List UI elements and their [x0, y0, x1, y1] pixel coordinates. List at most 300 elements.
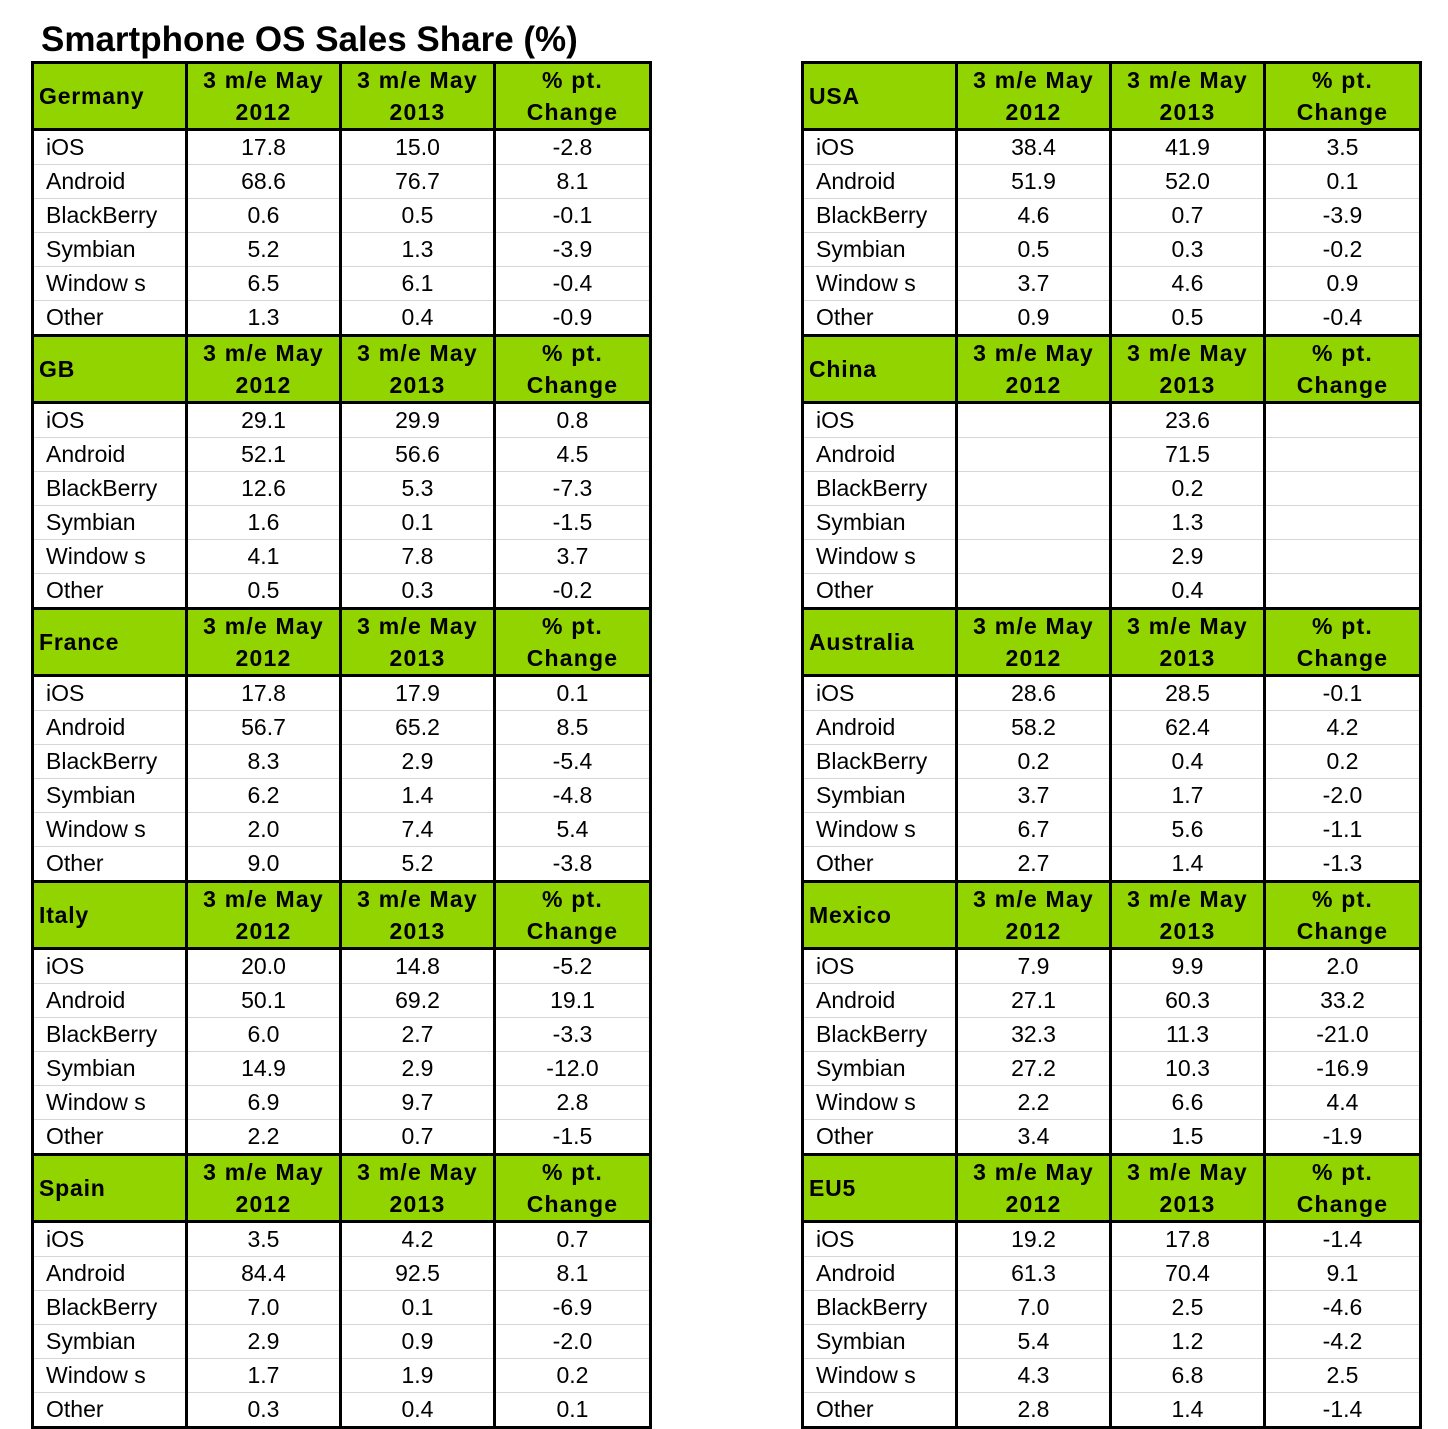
- os-name-cell: Symbian: [803, 1325, 957, 1359]
- change-cell: 4.4: [1265, 1086, 1421, 1120]
- value-2012-cell: 51.9: [957, 165, 1111, 199]
- col-header-2012: [187, 336, 341, 403]
- col-header-2013: [1111, 882, 1265, 949]
- table-row: [803, 1086, 1421, 1120]
- change-cell: -1.9: [1265, 1120, 1421, 1155]
- table-row: [803, 949, 1421, 984]
- value-2013-cell: 0.3: [1111, 233, 1265, 267]
- value-2012-cell: 12.6: [187, 472, 341, 506]
- value-2012-cell: 1.6: [187, 506, 341, 540]
- table-row: [33, 1325, 651, 1359]
- os-name-cell: Android: [33, 1257, 187, 1291]
- col-header-2012-line-2: 2012: [1005, 99, 1062, 125]
- change-cell: 2.5: [1265, 1359, 1421, 1393]
- value-2013-cell: 5.2: [341, 847, 495, 882]
- right-sales-table: [801, 61, 1422, 1429]
- col-header-2012-line-2: 2012: [235, 918, 292, 944]
- col-header-2012: [957, 1155, 1111, 1222]
- col-header-2012: [957, 609, 1111, 676]
- col-header-2012-line-2: 2012: [1005, 918, 1062, 944]
- change-cell: 0.1: [1265, 165, 1421, 199]
- value-2013-cell: 17.9: [341, 676, 495, 711]
- col-header-2012-line-1: 3 m/e May: [203, 340, 324, 366]
- col-header-2013: [1111, 63, 1265, 130]
- os-name-cell: Android: [33, 984, 187, 1018]
- table-row: [33, 267, 651, 301]
- col-header-2012-line-2: 2012: [235, 372, 292, 398]
- value-2013-cell: 23.6: [1111, 403, 1265, 438]
- header-row-france: [33, 609, 651, 676]
- os-name-cell: Android: [33, 165, 187, 199]
- value-2013-cell: 28.5: [1111, 676, 1265, 711]
- change-cell: 0.1: [495, 676, 651, 711]
- col-header-change-line-1: % pt.: [542, 886, 603, 912]
- os-name-cell: Symbian: [33, 1325, 187, 1359]
- value-2013-cell: 60.3: [1111, 984, 1265, 1018]
- country-name-australia: Australia: [803, 609, 957, 676]
- value-2012-cell: 56.7: [187, 711, 341, 745]
- col-header-2013-line-1: 3 m/e May: [357, 613, 478, 639]
- col-header-2012: [957, 882, 1111, 949]
- value-2012-cell: 84.4: [187, 1257, 341, 1291]
- table-row: [33, 438, 651, 472]
- value-2013-cell: 6.8: [1111, 1359, 1265, 1393]
- os-name-cell: Symbian: [803, 506, 957, 540]
- os-name-cell: Window s: [803, 540, 957, 574]
- change-cell: -5.4: [495, 745, 651, 779]
- value-2013-cell: 29.9: [341, 403, 495, 438]
- col-header-change-line-1: % pt.: [542, 340, 603, 366]
- change-cell: -1.1: [1265, 813, 1421, 847]
- change-cell: 8.1: [495, 165, 651, 199]
- col-header-2012-line-1: 3 m/e May: [203, 67, 324, 93]
- os-name-cell: Other: [803, 847, 957, 882]
- value-2013-cell: 1.4: [1111, 847, 1265, 882]
- value-2013-cell: 9.9: [1111, 949, 1265, 984]
- col-header-2012-line-1: 3 m/e May: [973, 340, 1094, 366]
- value-2013-cell: 92.5: [341, 1257, 495, 1291]
- os-name-cell: BlackBerry: [803, 1291, 957, 1325]
- value-2012-cell: 0.5: [187, 574, 341, 609]
- change-cell: 4.2: [1265, 711, 1421, 745]
- change-cell: -0.1: [1265, 676, 1421, 711]
- table-row: [803, 130, 1421, 165]
- country-name-usa: USA: [803, 63, 957, 130]
- value-2013-cell: 2.7: [341, 1018, 495, 1052]
- table-row: [33, 130, 651, 165]
- change-cell: -6.9: [495, 1291, 651, 1325]
- value-2013-cell: 62.4: [1111, 711, 1265, 745]
- value-2012-cell: 0.9: [957, 301, 1111, 336]
- col-header-2013: [341, 63, 495, 130]
- table-row: [33, 1393, 651, 1428]
- col-header-change-line-1: % pt.: [542, 1159, 603, 1185]
- table-row: [33, 1052, 651, 1086]
- os-name-cell: BlackBerry: [33, 745, 187, 779]
- table-row: [803, 540, 1421, 574]
- value-2012-cell: 2.2: [957, 1086, 1111, 1120]
- col-header-2012-line-1: 3 m/e May: [203, 886, 324, 912]
- col-header-2013: [341, 609, 495, 676]
- os-name-cell: Symbian: [803, 779, 957, 813]
- table-row: [33, 711, 651, 745]
- table-row: [803, 847, 1421, 882]
- col-header-change-line-1: % pt.: [1312, 886, 1373, 912]
- header-row-china: [803, 336, 1421, 403]
- change-cell: -4.8: [495, 779, 651, 813]
- value-2012-cell: 61.3: [957, 1257, 1111, 1291]
- table-row: [33, 779, 651, 813]
- col-header-change-line-1: % pt.: [542, 67, 603, 93]
- change-cell: [1265, 540, 1421, 574]
- country-name-china: China: [803, 336, 957, 403]
- col-header-2012-line-1: 3 m/e May: [973, 67, 1094, 93]
- value-2012-cell: [957, 540, 1111, 574]
- header-row-spain: [33, 1155, 651, 1222]
- value-2013-cell: 0.5: [1111, 301, 1265, 336]
- value-2013-cell: 70.4: [1111, 1257, 1265, 1291]
- col-header-change-line-1: % pt.: [542, 613, 603, 639]
- os-name-cell: Window s: [33, 540, 187, 574]
- value-2013-cell: 1.3: [1111, 506, 1265, 540]
- col-header-change: [495, 882, 651, 949]
- change-cell: 0.8: [495, 403, 651, 438]
- change-cell: -5.2: [495, 949, 651, 984]
- value-2013-cell: 56.6: [341, 438, 495, 472]
- value-2013-cell: 1.3: [341, 233, 495, 267]
- os-name-cell: Android: [33, 711, 187, 745]
- table-row: [33, 1291, 651, 1325]
- table-row: [33, 165, 651, 199]
- col-header-2013-line-2: 2013: [389, 918, 446, 944]
- col-header-change-line-1: % pt.: [1312, 340, 1373, 366]
- value-2012-cell: 6.7: [957, 813, 1111, 847]
- col-header-change-line-2: Change: [1296, 99, 1389, 125]
- os-name-cell: Other: [33, 1393, 187, 1428]
- col-header-2012-line-1: 3 m/e May: [203, 613, 324, 639]
- value-2012-cell: 2.0: [187, 813, 341, 847]
- change-cell: -0.4: [495, 267, 651, 301]
- os-name-cell: Window s: [803, 1359, 957, 1393]
- change-cell: -3.3: [495, 1018, 651, 1052]
- change-cell: -0.9: [495, 301, 651, 336]
- value-2012-cell: 19.2: [957, 1222, 1111, 1257]
- change-cell: -0.1: [495, 199, 651, 233]
- value-2012-cell: 8.3: [187, 745, 341, 779]
- value-2013-cell: 65.2: [341, 711, 495, 745]
- value-2013-cell: 0.7: [341, 1120, 495, 1155]
- col-header-change: [495, 1155, 651, 1222]
- col-header-change-line-2: Change: [1296, 372, 1389, 398]
- change-cell: [1265, 506, 1421, 540]
- change-cell: [1265, 574, 1421, 609]
- os-name-cell: BlackBerry: [33, 1291, 187, 1325]
- country-name-germany: Germany: [33, 63, 187, 130]
- value-2012-cell: 2.2: [187, 1120, 341, 1155]
- os-name-cell: iOS: [803, 130, 957, 165]
- change-cell: -0.2: [495, 574, 651, 609]
- value-2012-cell: [957, 403, 1111, 438]
- table-row: [803, 472, 1421, 506]
- os-name-cell: Other: [33, 574, 187, 609]
- header-row-gb: [33, 336, 651, 403]
- country-name-eu5: EU5: [803, 1155, 957, 1222]
- value-2013-cell: 1.5: [1111, 1120, 1265, 1155]
- value-2013-cell: 15.0: [341, 130, 495, 165]
- header-row-australia: [803, 609, 1421, 676]
- col-header-2013-line-2: 2013: [389, 1191, 446, 1217]
- table-row: [33, 676, 651, 711]
- value-2012-cell: 14.9: [187, 1052, 341, 1086]
- change-cell: [1265, 403, 1421, 438]
- col-header-2012: [957, 63, 1111, 130]
- col-header-change-line-2: Change: [526, 99, 619, 125]
- value-2013-cell: 7.8: [341, 540, 495, 574]
- page-title: Smartphone OS Sales Share (%): [41, 20, 578, 59]
- table-row: [803, 984, 1421, 1018]
- col-header-change: [1265, 882, 1421, 949]
- col-header-2013-line-1: 3 m/e May: [1127, 340, 1248, 366]
- os-name-cell: Other: [33, 847, 187, 882]
- value-2013-cell: 0.5: [341, 199, 495, 233]
- value-2012-cell: 6.9: [187, 1086, 341, 1120]
- col-header-2012-line-2: 2012: [235, 99, 292, 125]
- value-2013-cell: 0.7: [1111, 199, 1265, 233]
- col-header-2013-line-1: 3 m/e May: [1127, 886, 1248, 912]
- col-header-2013-line-1: 3 m/e May: [357, 67, 478, 93]
- os-name-cell: Android: [803, 711, 957, 745]
- value-2013-cell: 1.2: [1111, 1325, 1265, 1359]
- os-name-cell: iOS: [33, 676, 187, 711]
- col-header-change: [1265, 336, 1421, 403]
- table-row: [803, 1018, 1421, 1052]
- table-row: [803, 813, 1421, 847]
- os-name-cell: Other: [803, 1393, 957, 1428]
- col-header-2012-line-2: 2012: [1005, 1191, 1062, 1217]
- change-cell: 0.2: [495, 1359, 651, 1393]
- value-2013-cell: 0.2: [1111, 472, 1265, 506]
- value-2013-cell: 1.4: [1111, 1393, 1265, 1428]
- table-row: [803, 711, 1421, 745]
- right-column: [801, 61, 1422, 1429]
- table-row: [33, 1086, 651, 1120]
- os-name-cell: Symbian: [33, 779, 187, 813]
- value-2012-cell: 29.1: [187, 403, 341, 438]
- col-header-2013-line-1: 3 m/e May: [357, 1159, 478, 1185]
- col-header-change: [1265, 1155, 1421, 1222]
- country-name-italy: Italy: [33, 882, 187, 949]
- table-row: [803, 199, 1421, 233]
- value-2013-cell: 41.9: [1111, 130, 1265, 165]
- value-2012-cell: 4.1: [187, 540, 341, 574]
- os-name-cell: Other: [33, 1120, 187, 1155]
- change-cell: 2.8: [495, 1086, 651, 1120]
- change-cell: -0.4: [1265, 301, 1421, 336]
- col-header-change-line-2: Change: [1296, 645, 1389, 671]
- table-row: [803, 779, 1421, 813]
- value-2013-cell: 0.4: [1111, 745, 1265, 779]
- os-name-cell: Symbian: [33, 506, 187, 540]
- col-header-2012-line-2: 2012: [235, 1191, 292, 1217]
- change-cell: -16.9: [1265, 1052, 1421, 1086]
- col-header-change: [495, 609, 651, 676]
- country-name-gb: GB: [33, 336, 187, 403]
- os-name-cell: Window s: [803, 813, 957, 847]
- value-2012-cell: 2.7: [957, 847, 1111, 882]
- value-2013-cell: 7.4: [341, 813, 495, 847]
- change-cell: 0.7: [495, 1222, 651, 1257]
- table-row: [803, 676, 1421, 711]
- value-2013-cell: 4.2: [341, 1222, 495, 1257]
- value-2013-cell: 1.4: [341, 779, 495, 813]
- value-2012-cell: 17.8: [187, 130, 341, 165]
- col-header-2012-line-1: 3 m/e May: [973, 613, 1094, 639]
- value-2012-cell: 68.6: [187, 165, 341, 199]
- value-2012-cell: 4.6: [957, 199, 1111, 233]
- os-name-cell: iOS: [33, 949, 187, 984]
- os-name-cell: iOS: [803, 949, 957, 984]
- change-cell: -1.5: [495, 1120, 651, 1155]
- col-header-2012: [187, 1155, 341, 1222]
- value-2012-cell: 52.1: [187, 438, 341, 472]
- table-row: [803, 267, 1421, 301]
- table-row: [803, 1052, 1421, 1086]
- table-row: [803, 745, 1421, 779]
- change-cell: -1.3: [1265, 847, 1421, 882]
- os-name-cell: BlackBerry: [803, 199, 957, 233]
- country-name-mexico: Mexico: [803, 882, 957, 949]
- table-row: [33, 1120, 651, 1155]
- col-header-2013-line-2: 2013: [389, 372, 446, 398]
- change-cell: -2.8: [495, 130, 651, 165]
- left-sales-table: [31, 61, 652, 1429]
- col-header-change: [495, 336, 651, 403]
- os-name-cell: Window s: [803, 267, 957, 301]
- os-name-cell: Window s: [803, 1086, 957, 1120]
- col-header-change-line-1: % pt.: [1312, 613, 1373, 639]
- os-name-cell: iOS: [33, 130, 187, 165]
- os-name-cell: Android: [803, 438, 957, 472]
- col-header-2013-line-2: 2013: [1159, 372, 1216, 398]
- os-name-cell: Window s: [33, 267, 187, 301]
- value-2013-cell: 5.6: [1111, 813, 1265, 847]
- value-2012-cell: 20.0: [187, 949, 341, 984]
- table-row: [33, 1359, 651, 1393]
- table-row: [33, 403, 651, 438]
- change-cell: -1.4: [1265, 1222, 1421, 1257]
- value-2012-cell: 5.2: [187, 233, 341, 267]
- col-header-change-line-2: Change: [526, 645, 619, 671]
- os-name-cell: BlackBerry: [803, 745, 957, 779]
- change-cell: -2.0: [495, 1325, 651, 1359]
- col-header-2013-line-1: 3 m/e May: [357, 886, 478, 912]
- change-cell: [1265, 438, 1421, 472]
- value-2013-cell: 52.0: [1111, 165, 1265, 199]
- value-2013-cell: 17.8: [1111, 1222, 1265, 1257]
- col-header-2013-line-2: 2013: [1159, 99, 1216, 125]
- header-row-eu5: [803, 1155, 1421, 1222]
- value-2012-cell: 32.3: [957, 1018, 1111, 1052]
- change-cell: 2.0: [1265, 949, 1421, 984]
- os-name-cell: Other: [33, 301, 187, 336]
- col-header-change-line-1: % pt.: [1312, 1159, 1373, 1185]
- col-header-2013-line-1: 3 m/e May: [1127, 613, 1248, 639]
- col-header-2013: [1111, 609, 1265, 676]
- table-row: [33, 301, 651, 336]
- table-row: [803, 1120, 1421, 1155]
- change-cell: [1265, 472, 1421, 506]
- value-2012-cell: 50.1: [187, 984, 341, 1018]
- os-name-cell: Window s: [33, 1086, 187, 1120]
- col-header-2013-line-1: 3 m/e May: [357, 340, 478, 366]
- header-row-italy: [33, 882, 651, 949]
- os-name-cell: Symbian: [33, 1052, 187, 1086]
- os-name-cell: Android: [803, 984, 957, 1018]
- os-name-cell: BlackBerry: [803, 472, 957, 506]
- col-header-2013-line-2: 2013: [389, 645, 446, 671]
- table-row: [33, 199, 651, 233]
- table-row: [33, 745, 651, 779]
- os-name-cell: Symbian: [803, 1052, 957, 1086]
- value-2012-cell: 17.8: [187, 676, 341, 711]
- col-header-change-line-2: Change: [526, 918, 619, 944]
- value-2013-cell: 6.6: [1111, 1086, 1265, 1120]
- col-header-2013-line-1: 3 m/e May: [1127, 67, 1248, 93]
- os-name-cell: Symbian: [803, 233, 957, 267]
- value-2013-cell: 2.9: [1111, 540, 1265, 574]
- os-name-cell: iOS: [33, 403, 187, 438]
- change-cell: -3.8: [495, 847, 651, 882]
- change-cell: -7.3: [495, 472, 651, 506]
- table-row: [33, 1222, 651, 1257]
- table-row: [33, 984, 651, 1018]
- table-row: [803, 165, 1421, 199]
- table-row: [803, 438, 1421, 472]
- value-2012-cell: [957, 438, 1111, 472]
- table-row: [33, 540, 651, 574]
- col-header-2013-line-2: 2013: [1159, 1191, 1216, 1217]
- value-2012-cell: [957, 506, 1111, 540]
- value-2013-cell: 69.2: [341, 984, 495, 1018]
- value-2012-cell: 38.4: [957, 130, 1111, 165]
- value-2013-cell: 11.3: [1111, 1018, 1265, 1052]
- value-2013-cell: 0.4: [341, 1393, 495, 1428]
- value-2012-cell: 58.2: [957, 711, 1111, 745]
- table-row: [803, 1222, 1421, 1257]
- header-row-usa: [803, 63, 1421, 130]
- col-header-2013-line-2: 2013: [389, 99, 446, 125]
- table-row: [33, 1257, 651, 1291]
- table-row: [33, 472, 651, 506]
- value-2012-cell: 0.6: [187, 199, 341, 233]
- col-header-2013: [341, 882, 495, 949]
- change-cell: 19.1: [495, 984, 651, 1018]
- value-2013-cell: 6.1: [341, 267, 495, 301]
- value-2013-cell: 4.6: [1111, 267, 1265, 301]
- value-2013-cell: 0.1: [341, 1291, 495, 1325]
- os-name-cell: iOS: [803, 676, 957, 711]
- col-header-2012-line-1: 3 m/e May: [203, 1159, 324, 1185]
- change-cell: -0.2: [1265, 233, 1421, 267]
- value-2013-cell: 71.5: [1111, 438, 1265, 472]
- value-2013-cell: 2.9: [341, 1052, 495, 1086]
- col-header-2012-line-2: 2012: [1005, 372, 1062, 398]
- os-name-cell: Other: [803, 574, 957, 609]
- value-2013-cell: 2.9: [341, 745, 495, 779]
- change-cell: -3.9: [1265, 199, 1421, 233]
- value-2012-cell: 4.3: [957, 1359, 1111, 1393]
- value-2012-cell: 7.0: [187, 1291, 341, 1325]
